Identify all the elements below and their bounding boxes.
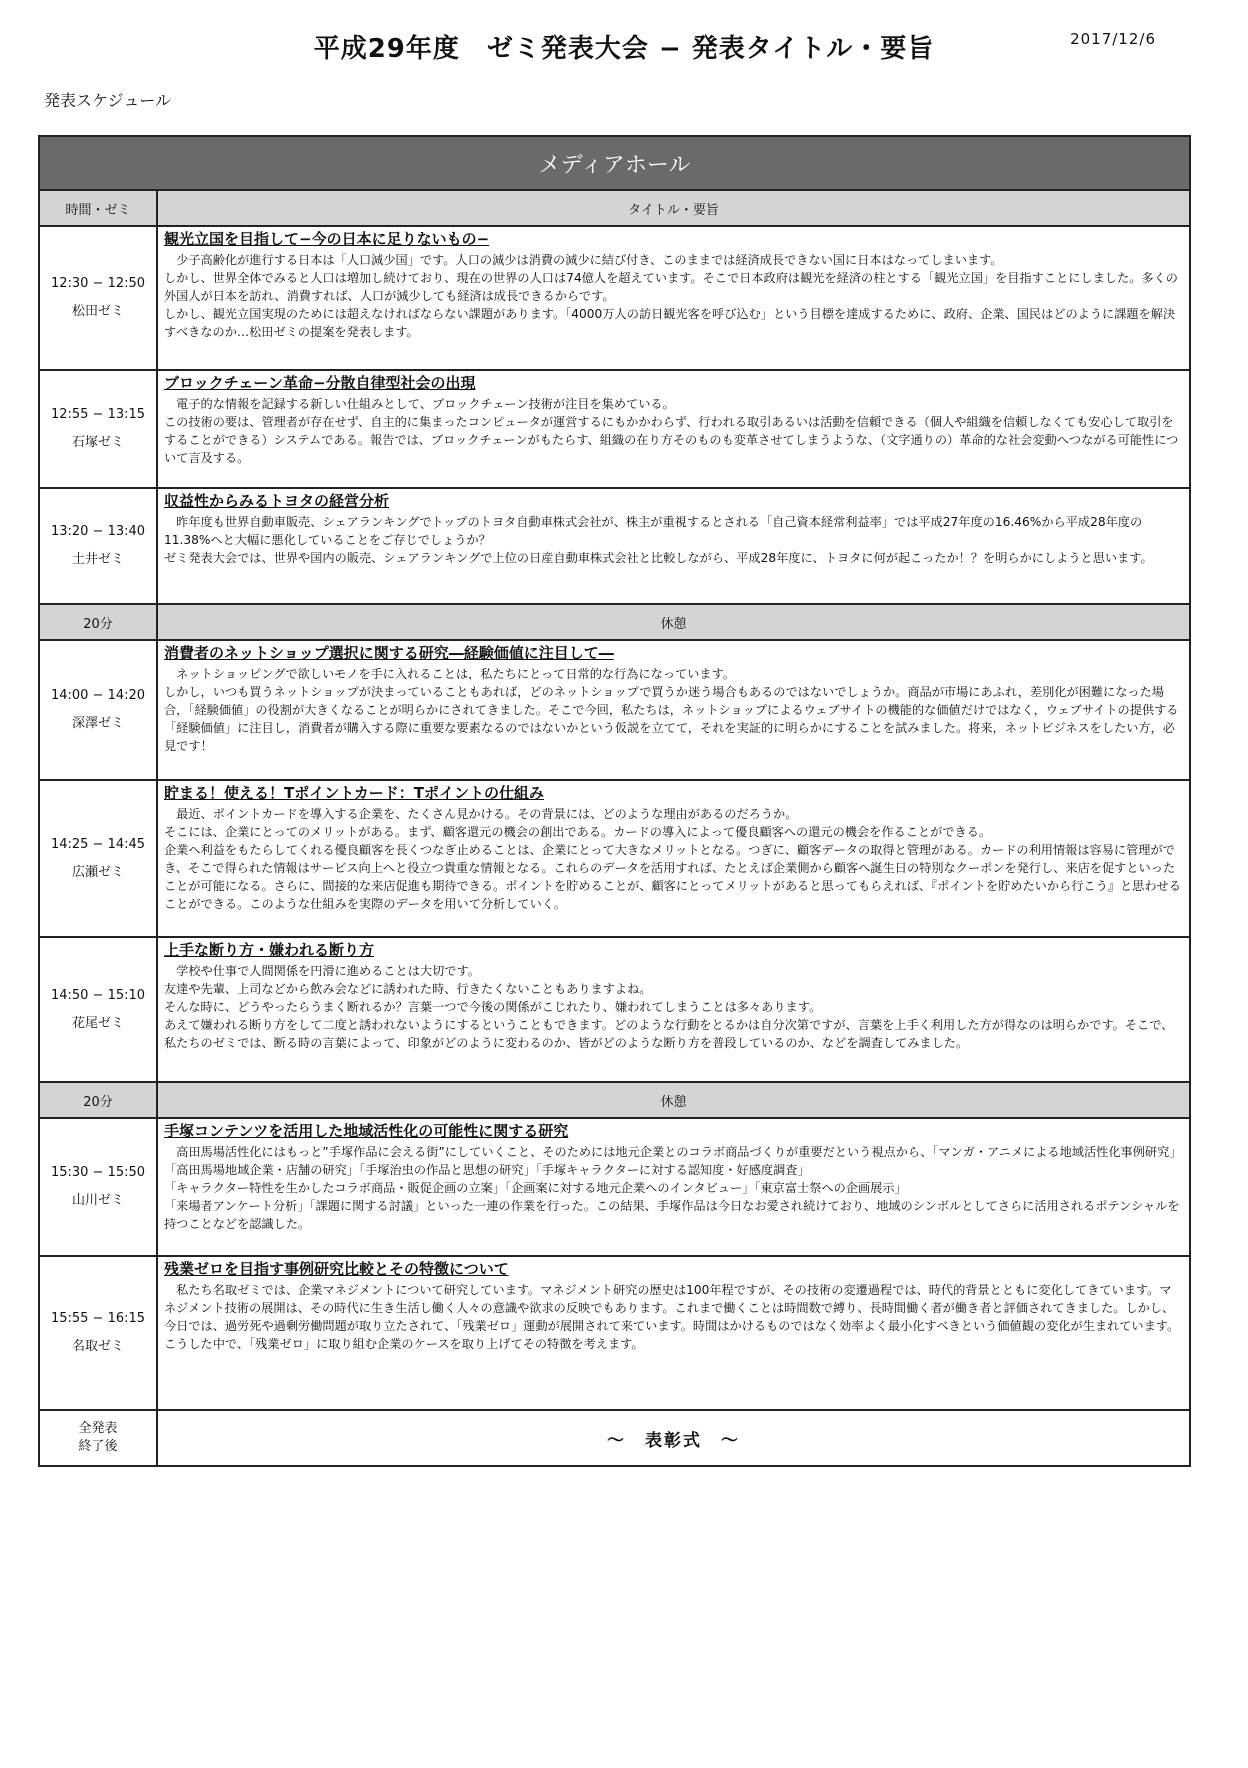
hall-header: メディアホール bbox=[39, 136, 1190, 190]
abstract-paragraph: 私たち名取ゼミでは、企業マネジメントについて研究しています。マネジメント研究の歴史は100年程ですが、その技術の変遷過程では、時代的背景とともに変化してきています。マネジメント技術の展開は、その時代に生き生活し働く人々の意識や欲求の反映でもあります。これまで働くことは時間数で縛り、長時間働く者が働き者と評価されてきました。しかし、今日では、過労死や過剰労働問題が取り立たされて、「残業ゼロ」運動が展開されて来ています。時間はかけるものではなく効率よく最小化すべきという価値観の変化が生まれています。こうした中で、「残業ゼロ」に取り組む企業のケースを取り上げてその特徴を考えます。 bbox=[164, 1283, 1180, 1351]
abstract-paragraph: 少子高齢化が進行する日本は「人口減少国」です。人口の減少は消費の減少に結び付き、このままでは経済成長できない国に日本はなってしまいます。 bbox=[164, 253, 1003, 267]
document-title: 平成29年度 ゼミ発表大会 − 発表タイトル・要旨 bbox=[313, 34, 935, 64]
session-content-cell bbox=[157, 370, 1190, 488]
abstract-paragraph: ネットショッピングで欲しいモノを手に入れることは，私たちにとって日常的な行為になっています。 bbox=[164, 667, 735, 681]
session-row bbox=[39, 488, 1190, 604]
session-content-cell bbox=[157, 640, 1190, 780]
session-title: 上手な断り方・嫌われる断り方 bbox=[164, 941, 375, 959]
session-content-cell bbox=[157, 937, 1190, 1082]
award-time-cell bbox=[39, 1410, 157, 1466]
session-seminar: 土井ゼミ bbox=[71, 552, 124, 567]
session-time: 14:25 − 14:45 bbox=[50, 836, 146, 852]
break-label: 休憩 bbox=[157, 604, 1190, 640]
session-abstract bbox=[164, 513, 1183, 567]
session-time-cell bbox=[39, 1256, 157, 1410]
column-header-time: 時間・ゼミ bbox=[39, 190, 157, 226]
session-time: 13:20 − 13:40 bbox=[50, 524, 146, 539]
session-time-cell bbox=[39, 640, 157, 780]
session-title: 残業ゼロを目指す事例研究比較とその特徴について bbox=[164, 1260, 509, 1278]
abstract-paragraph: あえて嫌われる断り方をして二度と誘われないようにするということもできます。どのような行動をとるかは自分次第ですが、言葉を上手く利用した方が得なのは明らかです。そこで、私たちのゼミでは、断る時の言葉によって、印象がどのように変わるのか、皆がどのような断り方を普段しているのか、などを調査してみました。 bbox=[164, 1018, 1174, 1050]
session-seminar: 広瀬ゼミ bbox=[71, 864, 124, 880]
session-seminar: 名取ゼミ bbox=[71, 1339, 124, 1354]
session-content-cell bbox=[157, 226, 1190, 370]
session-time-cell bbox=[39, 780, 157, 937]
session-time-cell bbox=[39, 226, 157, 370]
session-abstract bbox=[164, 395, 1183, 467]
document-date: 2017/12/6 bbox=[1070, 30, 1156, 48]
session-title: 貯まる！使える！Tポイントカード：Tポイントの仕組み bbox=[164, 784, 545, 802]
session-content-cell bbox=[157, 1118, 1190, 1256]
abstract-paragraph: 「キャラクター特性を生かしたコラボ商品・販促企画の立案」「企画案に対する地元企業へのインタビュー」「東京富士祭への企画展示」 bbox=[164, 1181, 907, 1195]
session-time: 14:50 − 15:10 bbox=[50, 987, 146, 1003]
abstract-paragraph: 企業へ利益をもたらしてくれる優良顧客を長くつなぎ止めることは、企業にとって大きなメリットとなる。つぎに、顧客データの取得と管理がある。カードの利用情報は容易に管理ができ、そこで得られた情報はサービス向上へと役立つ貴重な情報となる。これらのデータを活用すれば、たとえば企業側から顧客へ誕生日の特別なクーポンを発行し、来店を促すといったことが可能になる。さらに、間接的な来店促進も期待できる。ポイントを貯めることが、顧客にとってメリットがあると思ってもらえれば、『ポイントを貯めたいから行こう』と思わせることができる。このような仕組みを実際のデータを用いて分析していく。 bbox=[164, 843, 1181, 911]
session-seminar: 松田ゼミ bbox=[71, 304, 124, 319]
session-abstract bbox=[164, 805, 1183, 913]
abstract-paragraph: しかし、世界全体でみると人口は増加し続けており、現在の世界の人口は74億人を超えています。そこで日本政府は観光を経済の柱とする「観光立国」を目指すことにしました。多くの外国人が日本を訪れ、消費すれば、人口が減少しても経済は成長できるからです。 bbox=[164, 271, 1178, 303]
award-time-line2: 終了後 bbox=[78, 1439, 118, 1454]
session-abstract bbox=[164, 962, 1183, 1052]
session-content-cell bbox=[157, 780, 1190, 937]
session-title: 収益性からみるトヨタの経営分析 bbox=[164, 492, 390, 510]
award-time-line1: 全発表 bbox=[78, 1421, 118, 1436]
session-abstract bbox=[164, 1143, 1183, 1233]
abstract-paragraph: そんな時に、どうやったらうまく断れるか？言葉一つで今後の関係がこじれたり、嫌われてしまうことは多々あります。 bbox=[164, 1000, 822, 1014]
session-abstract bbox=[164, 1281, 1183, 1353]
session-row bbox=[39, 1256, 1190, 1410]
session-content-cell bbox=[157, 488, 1190, 604]
break-row bbox=[39, 604, 1190, 640]
session-seminar: 山川ゼミ bbox=[71, 1193, 124, 1208]
break-label: 休憩 bbox=[157, 1082, 1190, 1118]
session-time: 15:30 − 15:50 bbox=[50, 1165, 146, 1180]
session-seminar: 深澤ゼミ bbox=[71, 716, 124, 731]
session-row bbox=[39, 226, 1190, 370]
schedule-table bbox=[38, 135, 1191, 1467]
session-title: ブロックチェーン革命−分散自律型社会の出現 bbox=[164, 374, 476, 392]
abstract-paragraph: 電子的な情報を記録する新しい仕組みとして、ブロックチェーン技術が注目を集めている。 bbox=[164, 397, 675, 411]
session-title: 手塚コンテンツを活用した地域活性化の可能性に関する研究 bbox=[164, 1122, 569, 1140]
session-row bbox=[39, 937, 1190, 1082]
abstract-paragraph: 学校や仕事で人間関係を円滑に進めることは大切です。 bbox=[164, 964, 480, 978]
abstract-paragraph: 「来場者アンケート分析」「課題に関する討議」といった一連の作業を行った。この結果、手塚作品は今日なお愛され続けており、地域のシンボルとしてさらに活用されるポテンシャルを持つことなどを認識した。 bbox=[164, 1199, 1180, 1231]
session-seminar: 花尾ゼミ bbox=[71, 1015, 124, 1031]
session-time: 12:30 − 12:50 bbox=[50, 276, 146, 291]
abstract-paragraph: この技術の要は、管理者が存在せず、自主的に集まったコンピュータが運営するにもかかわらず、行われる取引あるいは活動を信頼できる（個人や組織を信頼しなくても安心して取引をすることができる）システムである。報告では、ブロックチェーンがもたらす、組織の在り方そのものも変革させてしまうような、（文字通りの）革命的な社会変動へつながる可能性について言及する。 bbox=[164, 415, 1179, 465]
abstract-paragraph: しかし，いつも買うネットショップが決まっていることもあれば，どのネットショップで買うか迷う場合もあるのではないでしょうか。商品が市場にあふれ，差別化が困難になった場合，「経験価値」の役割が大きくなることが明らかにされてきました。そこで今回，私たちは，ネットショップによるウェブサイトの機能的な価値だけではなく，ウェブサイトの提供する「経験価値」に注目し，消費者が購入する際に重要な要素なるのではないかという仮説を立てて，それを実証的に明らかにすることを試みました。将来，ネットビジネスをしたい方，必見です！ bbox=[164, 685, 1179, 753]
abstract-paragraph: 昨年度も世界自動車販売、シェアランキングでトップのトヨタ自動車株式会社が、株主が重視するとされる「自己資本経常利益率」では平成27年度の16.46%から平成28年度の11.38%へと大幅に悪化していることをご存じでしょうか？ bbox=[164, 515, 1143, 547]
abstract-paragraph: 友達や先輩、上司などから飲み会などに誘われた時、行きたくないこともありますよね。 bbox=[164, 982, 652, 996]
session-time-cell bbox=[39, 488, 157, 604]
session-abstract bbox=[164, 251, 1183, 341]
session-row bbox=[39, 640, 1190, 780]
session-time: 14:00 − 14:20 bbox=[50, 688, 146, 703]
abstract-paragraph: そこには、企業にとってのメリットがある。まず、顧客還元の機会の創出である。カードの導入によって優良顧客への還元の機会を作ることができる。 bbox=[164, 825, 992, 839]
session-row bbox=[39, 780, 1190, 937]
break-duration: 20分 bbox=[39, 604, 157, 640]
award-row bbox=[39, 1410, 1190, 1466]
award-ceremony-label: 〜 表彰式 〜 bbox=[157, 1410, 1190, 1466]
abstract-paragraph: 最近、ポイントカードを導入する企業を、たくさん見かける。その背景には、どのような理由があるのだろうか。 bbox=[164, 807, 798, 821]
break-duration: 20分 bbox=[39, 1082, 157, 1118]
abstract-paragraph: 高田馬場活性化にはもっと”手塚作品に会える街”にしていくこと、そのためには地元企業とのコラボ商品づくりが重要だという視点から、「マンガ・アニメによる地域活性化事例研究」「高田馬場地域企業・店舗の研究」「手塚治虫の作品と思想の研究」「手塚キャラクターに対する認知度・好感度調査」 bbox=[164, 1145, 1182, 1177]
session-seminar: 石塚ゼミ bbox=[71, 435, 124, 450]
session-row bbox=[39, 1118, 1190, 1256]
session-content-cell bbox=[157, 1256, 1190, 1410]
session-time: 12:55 − 13:15 bbox=[50, 407, 146, 422]
abstract-paragraph: しかし、観光立国実現のためには超えなければならない課題があります。「4000万人の訪日観光客を呼び込む」という目標を達成するために、政府、企業、国民はどのように課題を解決すべきなのか…松田ゼミの提案を発表します。 bbox=[164, 307, 1176, 339]
session-title: 消費者のネットショップ選択に関する研究―経験価値に注目して― bbox=[164, 644, 614, 662]
schedule-label: 発表スケジュール bbox=[44, 91, 172, 110]
session-title: 観光立国を目指して−今の日本に足りないもの− bbox=[164, 230, 490, 248]
abstract-paragraph: ゼミ発表大会では、世界や国内の販売、シェアランキングで上位の日産自動車株式会社と比較しながら、平成28年度に、トヨタに何が起こったか！？を明らかにしようと思います。 bbox=[164, 551, 1153, 565]
session-row bbox=[39, 370, 1190, 488]
column-header-title: タイトル・要旨 bbox=[157, 190, 1190, 226]
session-time: 15:55 − 16:15 bbox=[50, 1311, 146, 1326]
session-time-cell bbox=[39, 937, 157, 1082]
session-time-cell bbox=[39, 1118, 157, 1256]
session-abstract bbox=[164, 665, 1183, 755]
session-time-cell bbox=[39, 370, 157, 488]
break-row bbox=[39, 1082, 1190, 1118]
